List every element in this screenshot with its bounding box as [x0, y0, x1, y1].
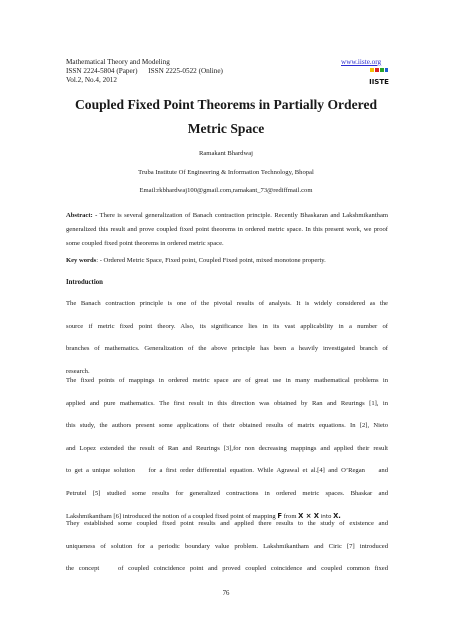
- paragraph-line: The Banach contraction principle is one of the pivotal results of analysis. It is widely considered as the: [66, 300, 388, 307]
- author-email: Email:rkbhardwaj100@gmail.com,ramakant_73@rediffmail.com: [139, 187, 313, 194]
- paragraph-line: branches of mathematics. Generalization of the above principle has been a heavily investigated branch of: [66, 345, 388, 352]
- math-symbol-X: X.: [333, 512, 341, 520]
- page-number: 76: [222, 590, 230, 597]
- paragraph-line: uniqueness of solution for a periodic boundary value problem. Lakshmikantham and Ciric [7] introduced: [66, 542, 388, 550]
- issn-line: ISSN 2224-5804 (Paper) ISSN 2225-0522 (Online): [66, 67, 223, 75]
- paragraph-line: source if metric fixed point theory. Also, its significance lies in its vast applicability in a number of: [66, 322, 388, 330]
- paragraph-line-with-math: [66, 512, 388, 520]
- logo-text: IISTE: [369, 78, 389, 86]
- abstract-label: Abstract: -: [66, 212, 98, 219]
- keywords: [66, 257, 388, 265]
- paragraph-line: this study, the authors present some applications of their obtained results of matrix equations. In [2], Nieto: [66, 422, 388, 429]
- intro-paragraph-1: [66, 300, 388, 376]
- volume-line: Vol.2, No.4, 2012: [66, 76, 117, 84]
- intro-paragraph-3: [66, 520, 388, 573]
- paragraph-line: They established some coupled fixed point results and applied there results to the study of existence and: [66, 520, 388, 527]
- paper-title-line1: Coupled Fixed Point Theorems in Partially Ordered: [74, 97, 378, 112]
- iiste-logo: [369, 67, 389, 87]
- text-run: from: [281, 513, 299, 520]
- abstract: [66, 209, 388, 252]
- math-symbol-F: F: [277, 512, 282, 520]
- paragraph-line: The fixed points of mappings in ordered metric space are of great use in many mathematical problems in: [66, 377, 388, 384]
- paragraph-line: applied and pure mathematics. The first result in this direction was obtained by Ran and Reurings [1], in: [66, 399, 388, 407]
- text-run: Lakshmikantham [6] introduced the notion of a coupled fixed point of mapping: [66, 513, 278, 520]
- paragraph-line: research.: [66, 367, 90, 375]
- section-heading-introduction: Introduction: [66, 279, 103, 286]
- journal-name: Mathematical Theory and Modeling: [66, 58, 170, 66]
- abstract-text: There is several generalization of Banach contraction principle. Recently Bhaskaran and Lakshmikantham generalized this result and prove coupled fixed point theorems in ordered metric space. In this present work, we proof some coupled fixed point theorems in ordered metric space.: [66, 212, 389, 248]
- author-name: Ramakant Bhardwaj: [198, 150, 253, 157]
- keywords-label: Key words: [66, 257, 97, 264]
- author-affiliation: Truba Institute Of Engineering & Information Technology, Bhopal: [138, 169, 314, 176]
- journal-url-link[interactable]: www.iiste.org: [341, 58, 382, 66]
- paragraph-line: the concept of coupled coincidence point and proved coupled coincidence and coupled common fixed: [66, 565, 388, 572]
- keywords-text: : - Ordered Metric Space, Fixed point, Coupled Fixed point, mixed monotone property.: [96, 257, 326, 264]
- math-into: into: [320, 514, 332, 520]
- paper-title-line2: Metric Space: [187, 121, 265, 136]
- paragraph-line: Petrutel [5] studied some results for generalized contractions in ordered metric spaces. Bhaskar and: [66, 489, 388, 497]
- paragraph-line: and Lopez extended the result of Ran and Reurings [3],for non decreasing mappings and applied their result: [66, 444, 388, 452]
- paragraph-line: to get a unique solution for a first order differential equation. While Agrawal et al.[4] and O’Regan and: [66, 467, 388, 474]
- math-product-space: X × X: [298, 512, 320, 520]
- intro-paragraph-2: [66, 377, 388, 520]
